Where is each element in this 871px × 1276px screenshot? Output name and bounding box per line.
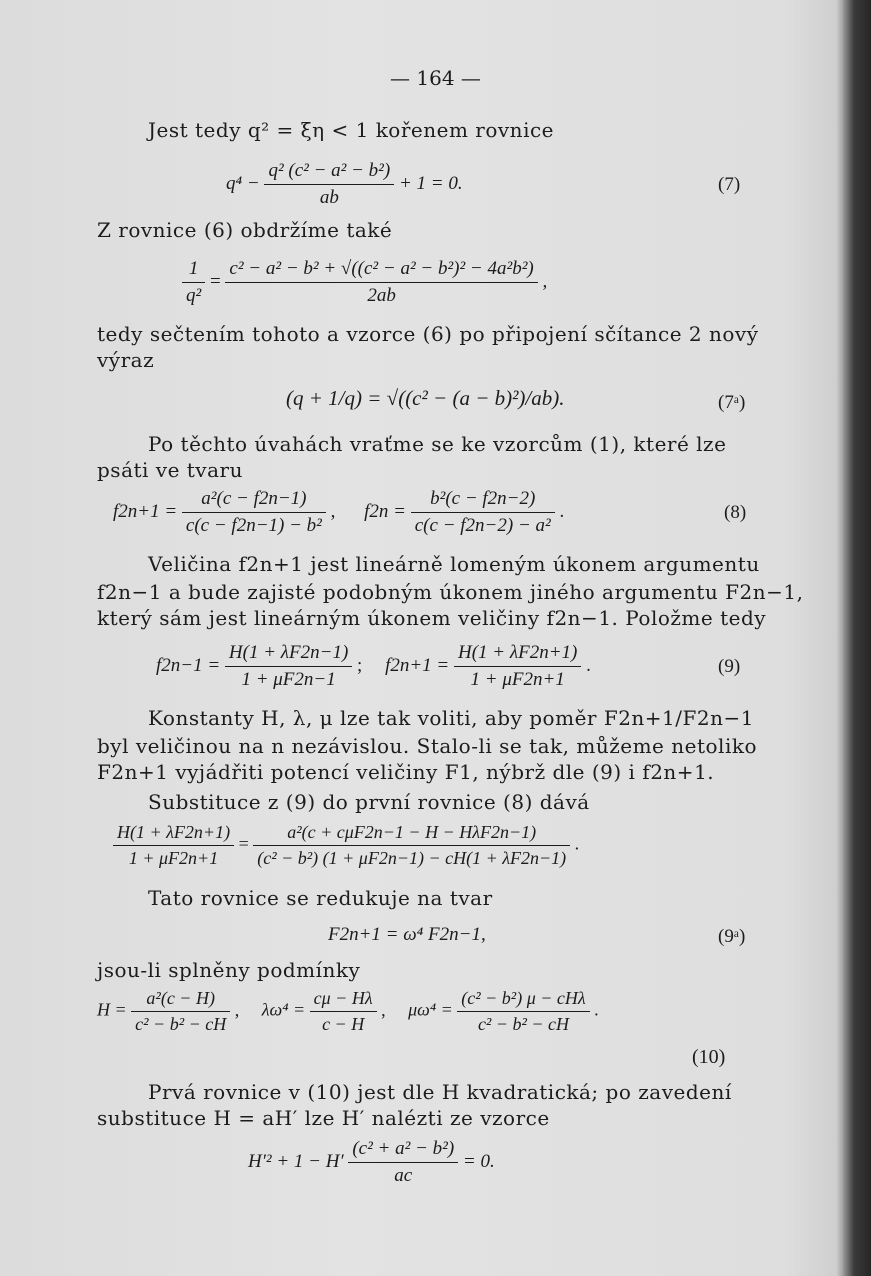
eq8-b-fraction <box>411 488 555 537</box>
eq6b-rhs <box>225 258 537 307</box>
text-line: Z rovnice (6) obdržíme také <box>97 218 393 242</box>
text-line: Prvá rovnice v (10) jest dle H kvadratická; po zavedení <box>148 1080 732 1104</box>
equation-tag-9: (9) <box>718 656 741 677</box>
eq9-a-den: 1 + μF2n−1 <box>241 669 336 690</box>
eq7a-lhs: (q + 1/q) = <box>286 386 382 410</box>
esub-l-num: H(1 + λF2n+1) <box>113 822 234 846</box>
eq6b-tail: , <box>542 270 548 292</box>
equation-tag-7a: (7ᵃ) <box>718 392 746 413</box>
text-line: Jest tedy q² = ξη < 1 kořenem rovnice <box>148 118 554 142</box>
page-number: — 164 — <box>390 66 481 90</box>
eq10-m-den: c² − b² − cH <box>477 1014 570 1034</box>
esub-left <box>113 822 234 869</box>
equation-6b: $\frac{1}{\text{q²}}$ = $\frac{\text{c² − a² − b² + √((c² − a² − b²)² − 4a²b²)}}{2ab}$ , <box>182 258 547 307</box>
eq10-l-num: cμ − Hλ <box>310 988 377 1012</box>
text-line: výraz <box>97 348 155 372</box>
equation-10: H = $\frac{\text{a²(c − H)}}{\text{c² − b² − cH}}$ , λω⁴ = $\frac{c\mu - H\lambda}{c - H}$ , μω⁴ = $\frac{\text{(c² − b²) μ − cHλ}}{\text{c² − b² − cH}}$ . <box>97 988 599 1034</box>
text-line: f2n−1 a bude zajisté podobným úkonem jiného argumentu F2n−1, <box>97 580 804 604</box>
eq6b-den: 2ab <box>367 285 396 306</box>
equation-9a: F2n+1 = ω⁴ F2n−1, <box>328 924 486 945</box>
eq10-m-num: (c² − b²) μ − cHλ <box>457 988 589 1012</box>
equation-substitution: $\frac{H(1 + \lambda F2n+1)}{1 + \mu F2n+1}$ = $\frac{\text{a²(c + cμF2n−1 − H − HλF2n−1)}}{\text{(c² − b²) (1 + μF2n−1) − cH(1 + λF2n−1)}}$ . <box>113 822 579 869</box>
eq10-l-fraction <box>310 988 377 1035</box>
eq10-h-den: c² − b² − cH <box>135 1014 227 1034</box>
eq7a-rhs: √((c² − (a − b)²)/ab). <box>386 386 565 410</box>
eq9-a-num: H(1 + λF2n−1) <box>225 642 352 667</box>
equation-tag-7: (7) <box>718 174 741 195</box>
eq7-den: ab <box>319 187 339 208</box>
eq8-b-num: b²(c − f2n−2) <box>411 488 555 513</box>
elast-num: (c² + a² − b²) <box>348 1138 458 1163</box>
text-line: substituce H = aH′ lze H′ nalézti ze vzorce <box>97 1106 550 1130</box>
eq9-b-den: 1 + μF2n+1 <box>470 669 565 690</box>
eq8-b-lhs: f2n = <box>364 500 406 522</box>
text-line: Substituce z (9) do první rovnice (8) dává <box>148 790 590 814</box>
eq6b-lhs-num: 1 <box>182 258 205 283</box>
eq6b-lhs <box>182 258 205 307</box>
elast-lead: H′² + 1 − H′ <box>248 1150 344 1172</box>
esub-r-den: (c² − b²) (1 + μF2n−1) − cH(1 + λF2n−1) <box>257 848 567 868</box>
eq6b-num: c² − a² − b² + √((c² − a² − b²)² − 4a²b²) <box>225 258 537 283</box>
esub-right <box>253 822 570 869</box>
eq6b-lhs-den: q² <box>186 285 202 306</box>
text-line: jsou-li splněny podmínky <box>97 958 361 982</box>
eq7-tail: + 1 = 0. <box>398 172 463 194</box>
esub-r-num: a²(c + cμF2n−1 − H − HλF2n−1) <box>253 822 570 846</box>
equation-tag-8: (8) <box>724 502 747 523</box>
equation-tag-9a: (9ᵃ) <box>718 926 746 947</box>
text-line: tedy sečtením tohoto a vzorce (6) po připojení sčítance 2 nový <box>97 322 759 346</box>
esub-l-den: 1 + μF2n+1 <box>128 848 219 868</box>
text-line: psáti ve tvaru <box>97 458 243 482</box>
equation-7a <box>286 386 565 411</box>
eq9-b-fraction <box>454 642 581 691</box>
text-line: Po těchto úvahách vraťme se ke vzorcům (1), které lze <box>148 432 727 456</box>
eq9-b-num: H(1 + λF2n+1) <box>454 642 581 667</box>
equation-7 <box>226 160 463 209</box>
equation-8: f2n+1 = $\frac{\text{a²(c − f2n−1)}}{\text{c(c − f2n−1) − b²}}$ , f2n = $\frac{\text{b²(c − f2n−2)}}{\text{c(c − f2n−2) − a²}}$ . <box>113 488 565 536</box>
eq8-a-lhs: f2n+1 = <box>113 500 178 522</box>
eq8-b-den: c(c − f2n−2) − a² <box>414 515 551 536</box>
text-line: byl veličinou na n nezávislou. Stalo-li se tak, můžeme netoliko <box>97 734 757 758</box>
equation-last <box>248 1138 495 1187</box>
text-line: Veličina f2n+1 jest lineárně lomeným úkonem argumentu <box>148 552 760 576</box>
eq10-l-den: c − H <box>322 1014 365 1034</box>
eq10-h-fraction <box>131 988 230 1035</box>
text-line: F2n+1 vyjádřiti potencí veličiny F1, nýbrž dle (9) i f2n+1. <box>97 760 715 784</box>
equation-9: f2n−1 = $\frac{H(1 + \lambda F2n-1)}{1 + \mu F2n-1}$ ; f2n+1 = $\frac{H(1 + \lambda F2n+1)}{1 + \mu F2n+1}$ . <box>156 642 591 690</box>
elast-tail: = 0. <box>462 1150 495 1172</box>
eq10-h-num: a²(c − H) <box>131 988 230 1012</box>
text-line: který sám jest lineárným úkonem veličiny f2n−1. Položme tedy <box>97 606 767 630</box>
eq8-a-fraction <box>182 488 326 537</box>
eq7-num: q² (c² − a² − b²) <box>264 160 394 185</box>
text-line: Konstanty H, λ, μ lze tak voliti, aby poměr F2n+1/F2n−1 <box>148 706 754 730</box>
equation-tag-10: (10) <box>692 1046 726 1068</box>
eq8-a-den: c(c − f2n−1) − b² <box>185 515 322 536</box>
eq9-a-fraction <box>225 642 352 691</box>
eq7-lead: q⁴ − <box>226 172 260 194</box>
eq7-fraction <box>264 160 394 209</box>
eq10-m-fraction <box>457 988 589 1035</box>
eq9-a-lhs: f2n−1 = <box>156 654 221 676</box>
text-line: Tato rovnice se redukuje na tvar <box>148 886 493 910</box>
eq8-a-num: a²(c − f2n−1) <box>182 488 326 513</box>
eq9-b-lhs: f2n+1 = <box>385 654 450 676</box>
elast-den: ac <box>394 1165 413 1186</box>
book-spine <box>843 0 871 1276</box>
elast-fraction <box>348 1138 458 1187</box>
